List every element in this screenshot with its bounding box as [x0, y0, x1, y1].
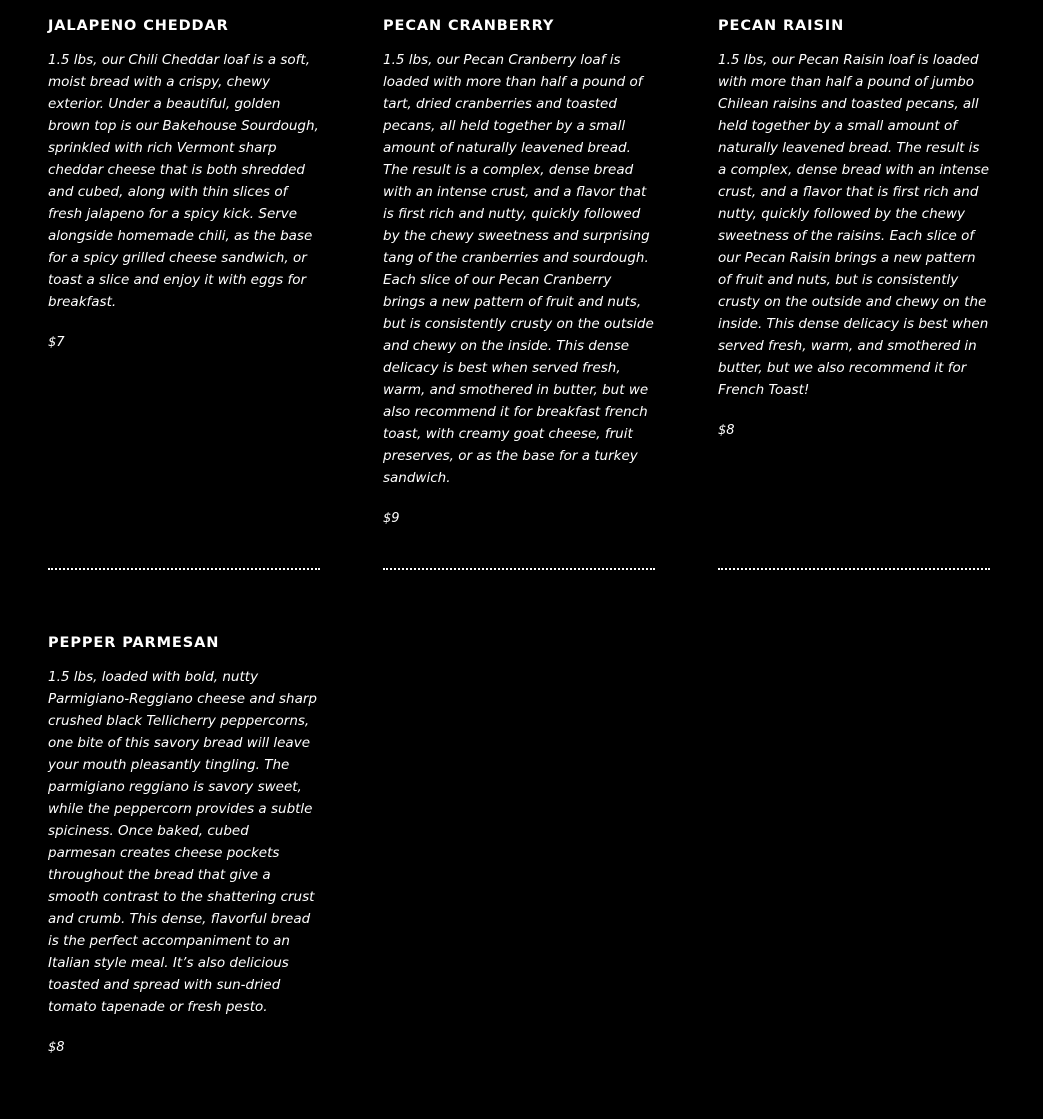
item-price: $8 [48, 1040, 65, 1055]
item-price: $7 [48, 335, 65, 350]
menu-item-pepper-parmesan [48, 634, 320, 1059]
dotted-divider [718, 568, 990, 570]
item-description: 1.5 lbs, our Pecan Raisin loaf is loaded with more than half a pound of jumbo Chilean raisins and toasted pecans, all held together by a small amount of naturally leavened bread. The result is a complex, dense bread with an intense crust, and a flavor that is first rich and nutty, quickly followed by the chewy sweetness of the raisins. Each slice of our Pecan Raisin brings a new pattern of fruit and nuts, but is consistently crusty on the outside and chewy on the inside. This dense delicacy is best when served fresh, warm, and smothered in butter, but we also recommend it for French Toast! [718, 52, 990, 398]
item-description: 1.5 lbs, loaded with bold, nutty Parmigiano-Reggiano cheese and sharp crushed black Tellicherry peppercorns, one bite of this savory bread will leave your mouth pleasantly tingling. The parmigiano reggiano is savory sweet, while the peppercorn provides a subtle spiciness. Once baked, cubed parmesan creates cheese pockets throughout the bread that give a smooth contrast to the shattering crust and crumb. This dense, flavorful bread is the perfect accompaniment to an Italian style meal. It’s also delicious toasted and spread with sun-dried tomato tapenade or fresh pesto. [48, 669, 317, 1015]
item-title: PECAN RAISIN [718, 18, 845, 34]
dotted-divider [48, 568, 320, 570]
dotted-divider [383, 568, 655, 570]
item-description: 1.5 lbs, our Chili Cheddar loaf is a soft, moist bread with a crispy, chewy exterior. Under a beautiful, golden brown top is our Bakehouse Sourdough, sprinkled with rich Vermont sharp cheddar cheese that is both shredded and cubed, along with thin slices of fresh jalapeno for a spicy kick. Serve alongside homemade chili, as the base for a spicy grilled cheese sandwich, or toast a slice and enjoy it with eggs for breakfast. [48, 52, 319, 310]
menu-item-jalapeno-cheddar [48, 17, 320, 354]
item-title: JALAPENO CHEDDAR [48, 18, 229, 34]
item-price: $9 [383, 511, 400, 526]
item-title: PECAN CRANBERRY [383, 18, 555, 34]
item-title: PEPPER PARMESAN [48, 635, 220, 651]
menu-item-pecan-raisin [718, 17, 990, 442]
item-price: $8 [718, 423, 735, 438]
menu-item-pecan-cranberry [383, 17, 655, 530]
item-description: 1.5 lbs, our Pecan Cranberry loaf is loaded with more than half a pound of tart, dried cranberries and toasted pecans, all held together by a small amount of naturally leavened bread. The result is a complex, dense bread with an intense crust, and a flavor that is first rich and nutty, quickly followed by the chewy sweetness and surprising tang of the cranberries and sourdough. Each slice of our Pecan Cranberry brings a new pattern of fruit and nuts, but is consistently crusty on the outside and chewy on the inside. This dense delicacy is best when served fresh, warm, and smothered in butter, but we also recommend it for breakfast french toast, with creamy goat cheese, fruit preserves, or as the base for a turkey sandwich. [383, 52, 654, 486]
